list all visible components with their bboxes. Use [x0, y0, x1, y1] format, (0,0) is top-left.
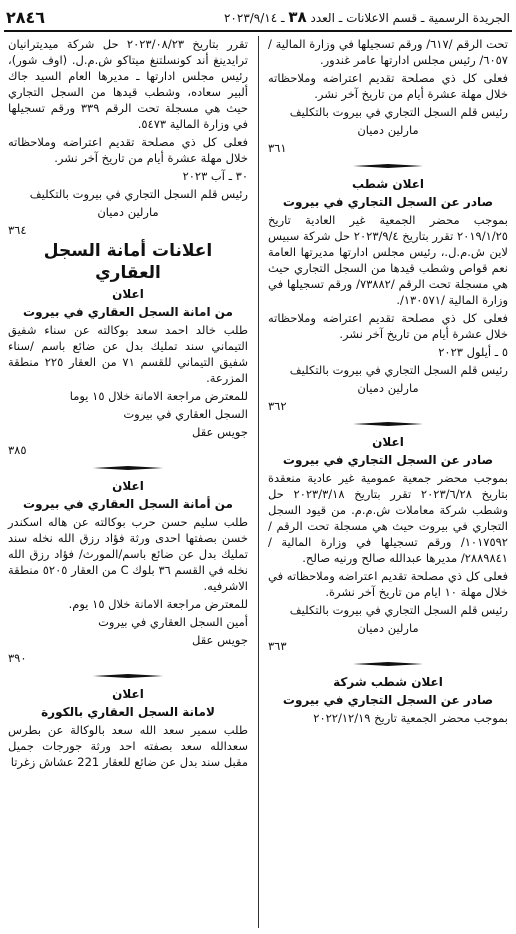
notice-date: ٣٠ ـ آب ٢٠٢٣: [182, 169, 248, 183]
column-divider: [258, 36, 259, 928]
signature-title: السجل العقاري في بيروت: [123, 407, 248, 421]
notice-text: بموجب محضر جمعية عمومية غير عادية منعقدة بتاريخ ٢٠٢٣/٦/٢٨ تقرر بتاريخ ٢٠٢٣/٣/١٨ حل وشطب شركة معاملات ش.م.م. من قيود السجل التجاري في بيروت حيث هي مسجلة تحت الرقم /١٠١٧٥٩٢/ ورقم تسجيلها في وزارة المالية /٢٨٨٩٨٤١/ مديرها عبدالله صالح ورنيه صالح.: [268, 471, 508, 565]
notice-subheading: صادر عن السجل التجاري في بيروت: [282, 453, 494, 467]
title-date: ـ ٢٠٢٣/٩/١٤: [223, 11, 285, 25]
signature-title: رئيس قلم السجل التجاري في بيروت بالتكليف: [29, 187, 248, 201]
section-separator: [353, 660, 423, 668]
notice-number: ٣٦١: [268, 141, 287, 155]
notice-number: ٣٨٥: [8, 443, 27, 457]
notice-heading: اعلان شطب شركة: [333, 675, 443, 689]
notice-text: فعلى كل ذي مصلحة تقديم اعتراضه وملاحظاته خلال عشرة أيام من تاريخ آخر نشر.: [268, 311, 508, 341]
right-column: [268, 36, 508, 728]
gazette-title: [224, 8, 510, 26]
section-separator: [353, 162, 423, 170]
signature-name: مارلين دميان: [357, 123, 419, 137]
notice-number: ٣٦٤: [8, 223, 27, 237]
notice-subheading: من أمانة السجل العقاري في بيروت: [23, 497, 233, 511]
signature-name: مارلين دميان: [357, 381, 419, 395]
section-title: اعلانات أمانة السجل العقاري: [43, 241, 213, 283]
notice-heading: اعلان: [112, 287, 144, 301]
issue-number: ٣٨: [288, 8, 307, 26]
notice-text: طلب خالد احمد سعد بوكالته عن سناء شفيق التيماني سند تمليك بدل عن ضائع باسم /سناء شفيق التيماني للقسم ٧١ من العقار ٢٢٥ منطقة المزرعة.: [8, 323, 248, 385]
notice-subheading: من امانة السجل العقاري في بيروت: [23, 305, 233, 319]
notice-text: للمعترض مراجعة الامانة خلال ١٥ يوم.: [68, 597, 248, 611]
notice-text: تحت الرقم /٦١٧/ ورقم تسجيلها في وزارة المالية /٦٠٥٧/ رئيس مجلس ادارتها عامر غندور.: [268, 37, 508, 67]
notice-number: ٣٦٣: [268, 639, 287, 653]
page-header: [6, 6, 510, 28]
left-column: [8, 36, 248, 772]
notice-text: للمعترض مراجعة الامانة خلال ١٥ يوما: [69, 389, 248, 403]
notice-number: ٣٦٢: [268, 399, 287, 413]
notice-number: ٣٩٠: [8, 651, 27, 665]
notice-heading: اعلان شطب: [351, 177, 425, 191]
notice-text: فعلى كل ذي مصلحة تقديم اعتراضه وملاحظاته في خلال مهلة ١٠ ايام من تاريخ آخر نشرة.: [268, 569, 508, 599]
signature-title: رئيس قلم السجل التجاري في بيروت بالتكليف: [289, 105, 508, 119]
signature-name: جويس عقل: [192, 425, 248, 439]
notice-subheading: صادر عن السجل التجاري في بيروت: [282, 195, 494, 209]
title-part-a: الجريدة الرسمية ـ قسم الاعلانات ـ العدد: [310, 11, 510, 25]
notice-text: تقرر بتاريخ ٢٠٢٣/٠٨/٢٣ حل شركة ميديترانيان ترايدينغ أند كونسلتنغ ميتاكو ش.م.ل. (اوف شور)، رئيس مجلس ادارتها ـ مديرها العام السيد جاك ألبير سعاده، وشطب قيدها من السجل التجاري حيث هي مسجلة تحت الرقم ٣٣٩ ورقم تسجيلها في وزارة المالية ٥٤٧٣.: [8, 37, 248, 131]
notice-text: فعلى كل ذي مصلحة تقديم اعتراضه وملاحظاته خلال مهلة عشرة أيام من تاريخ آخر نشر.: [8, 135, 248, 165]
notice-text: بموجب محضر الجمعية تاريخ ٢٠٢٢/١٢/١٩: [313, 711, 508, 725]
notice-heading: اعلان: [372, 435, 404, 449]
page-number: ٢٨٤٦: [6, 7, 46, 27]
signature-title: رئيس قلم السجل التجاري في بيروت بالتكليف: [289, 363, 508, 377]
signature-name: مارلين دميان: [97, 205, 159, 219]
header-rule: [4, 30, 512, 32]
notice-subheading: صادر عن السجل التجاري في بيروت: [282, 693, 494, 707]
notice-text: فعلى كل ذي مصلحة تقديم اعتراضه وملاحظاته خلال مهلة عشرة أيام من تاريخ آخر نشر.: [268, 71, 508, 101]
notice-text: بموجب محضر الجمعية غير العادية تاريخ ٢٠١٩/١/٢٥ تقرر بتاريخ ٢٠٢٣/٩/٤ حل شركة سبيس لاين ش.م.ل.، رئيس مجلس ادارتها مديرتها العامة نعم قواص وشطب قيدها من السجل التجاري حيث هي مسجلة تحت الرقم /٧٣٨٨٢/ ورقم تسجيلها في وزارة المالية /١٣٠٥٧١/.: [268, 213, 508, 307]
notice-subheading: لامانة السجل العقاري بالكورة: [41, 705, 215, 719]
section-separator: [353, 420, 423, 428]
notice-heading: اعلان: [112, 687, 144, 701]
signature-title: أمين السجل العقاري في بيروت: [98, 615, 248, 629]
signature-title: رئيس قلم السجل التجاري في بيروت بالتكليف: [289, 603, 508, 617]
notice-date: ٥ ـ أيلول ٢٠٢٣: [438, 345, 508, 359]
signature-name: مارلين دميان: [357, 621, 419, 635]
section-separator: [93, 672, 163, 680]
signature-name: جويس عقل: [192, 633, 248, 647]
notice-heading: اعلان: [112, 479, 144, 493]
section-separator: [93, 464, 163, 472]
notice-text: طلب سمير سعد الله سعد بالوكالة عن بطرس سعدالله سعد بصفته احد ورثة جورجات جميل مقبل سند بدل عن ضائع للعقار 221 عشاش زغرتا: [8, 723, 248, 769]
notice-text: طلب سليم حسن حرب بوكالته عن هاله اسكندر خسن بصفتها احدى ورثة فؤاد رزق الله نخله سند تمليك بدل عن ضائع باسم/المورث/ فؤاد رزق الله نخله في القسم ٣٦ بلوك C من العقار ٥٢٠٥ منطقة الاشرفيه.: [8, 515, 249, 593]
